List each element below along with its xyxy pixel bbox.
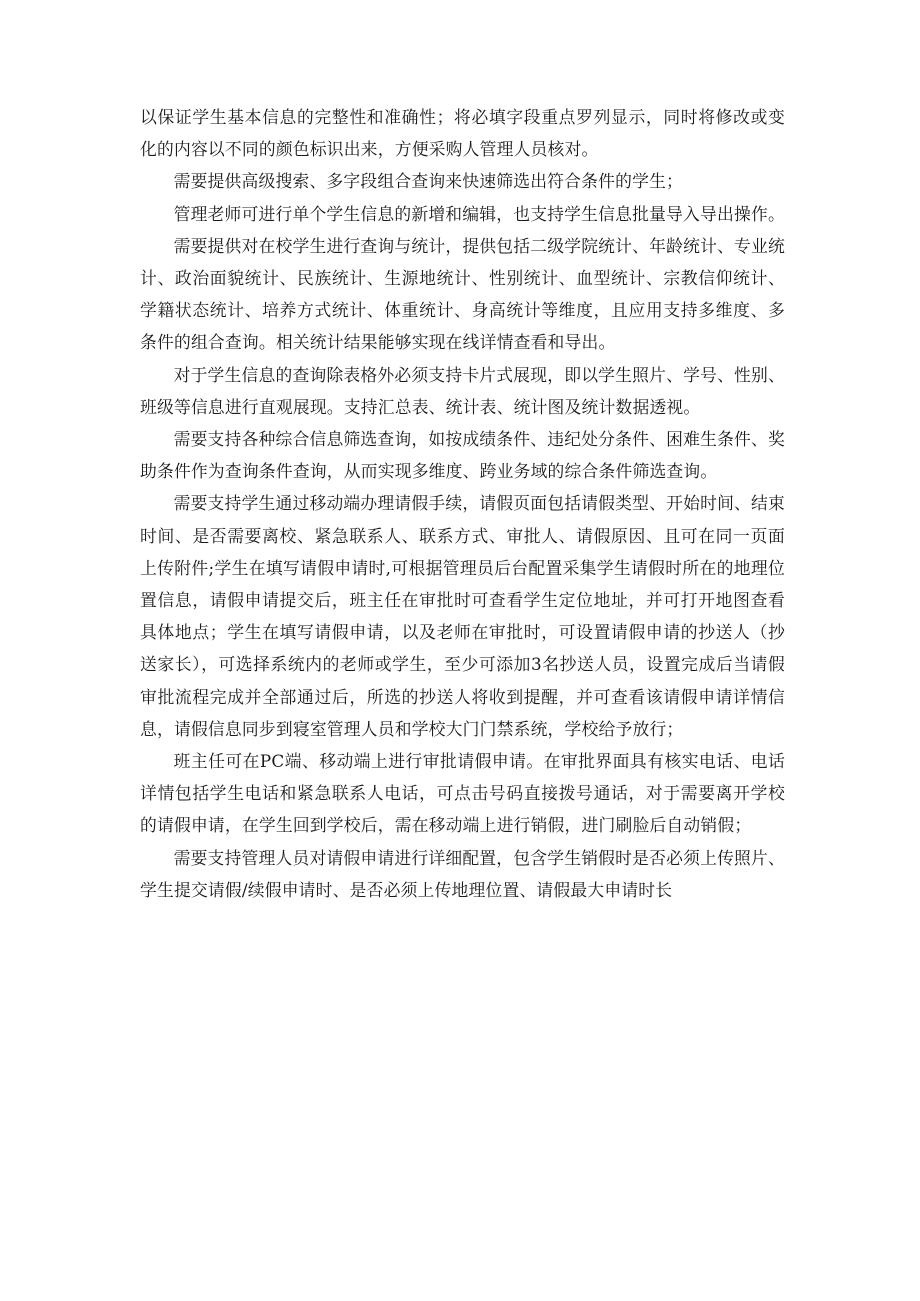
paragraph: 以保证学生基本信息的完整性和准确性；将必填字段重点罗列显示，同时将修改或变化的内容以不同的颜色标识出来，方便采购人管理人员核对。 (140, 107, 785, 160)
paragraph: 管理老师可进行单个学生信息的新增和编辑，也支持学生信息批量导入导出操作。 (173, 203, 785, 224)
paragraph: 班主任可在PC端、移动端上进行审批请假申请。在审批界面具有核实电话、电话详情包括学生电话和紧急联系人电话，可点击号码直接拨号通话，对于需要离开学校的请假申请，在学生回到学校后，需在移动端上进行销假，进门刷脸后自动销假； (140, 751, 785, 836)
paragraph: 需要支持各种综合信息筛选查询，如按成绩条件、违纪处分条件、困难生条件、奖助条件作为查询条件查询，从而实现多维度、跨业务域的综合条件筛选查询。 (140, 429, 785, 482)
paragraph: 需要提供高级搜索、多字段组合查询来快速筛选出符合条件的学生； (173, 171, 684, 192)
paragraph: 需要支持学生通过移动端办理请假手续，请假页面包括请假类型、开始时间、结束时间、是否需要离校、紧急联系人、联系方式、审批人、请假原因、且可在同一页面上传附件;学生在填写请假申请时,可根据管理员后台配置采集学生请假时所在的地理位置信息，请假申请提交后，班主任在审批时可查看学生定位地址，并可打开地图查看具体地点；学生在填写请假申请，以及老师在审批时，可设置请假申请的抄送人（抄送家长），可选择系统内的老师或学生，至少可添加3名抄送人员，设置完成后当请假审批流程完成并全部通过后，所选的抄送人将收到提醒，并可查看该请假申请详情信息，请假信息同步到寝室管理人员和学校大门门禁系统，学校给予放行； (140, 493, 785, 739)
paragraph: 需要支持管理人员对请假申请进行详细配置，包含学生销假时是否必须上传照片、学生提交请假/续假申请时、是否必须上传地理位置、请假最大申请时长 (140, 847, 785, 900)
document-body (140, 101, 785, 906)
paragraph: 需要提供对在校学生进行查询与统计，提供包括二级学院统计、年龄统计、专业统计、政治面貌统计、民族统计、生源地统计、性别统计、血型统计、宗教信仰统计、学籍状态统计、培养方式统计、体重统计、身高统计等维度，且应用支持多维度、多条件的组合查询。相关统计结果能够实现在线详情查看和导出。 (140, 235, 785, 353)
paragraph: 对于学生信息的查询除表格外必须支持卡片式展现，即以学生照片、学号、性别、班级等信息进行直观展现。支持汇总表、统计表、统计图及统计数据透视。 (140, 364, 785, 417)
